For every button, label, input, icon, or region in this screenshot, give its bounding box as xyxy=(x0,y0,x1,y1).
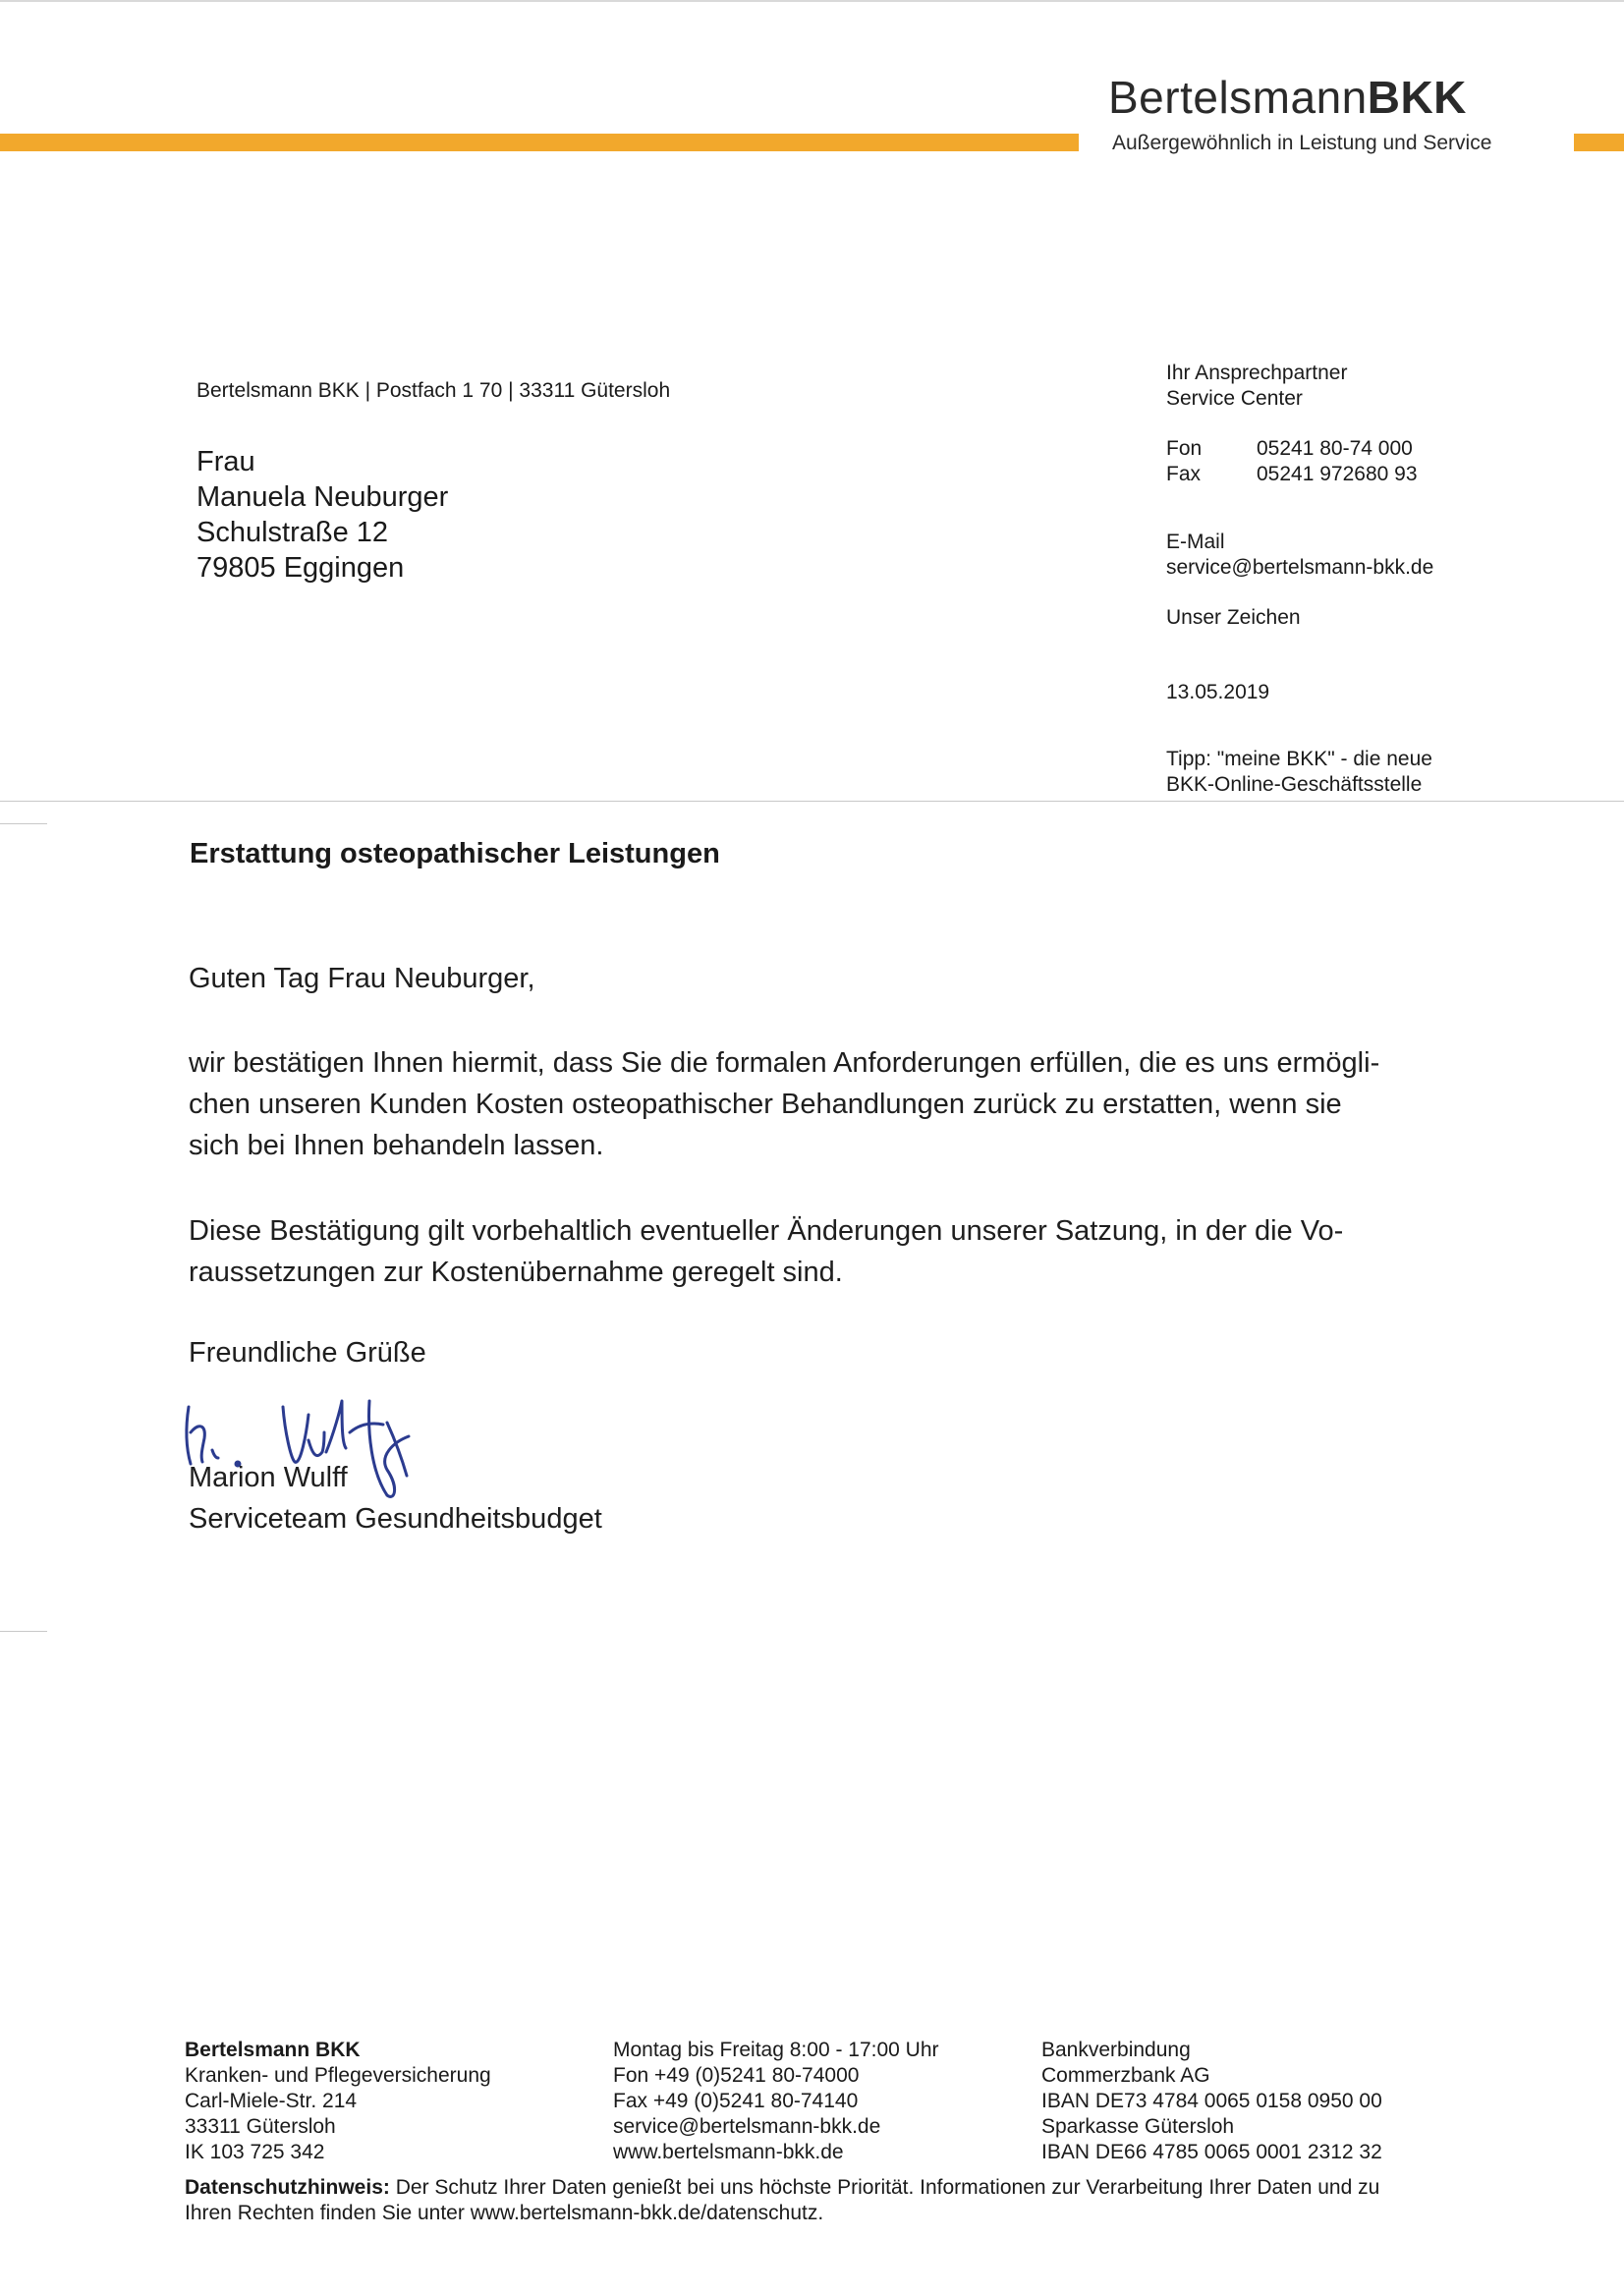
fon-label: Fon xyxy=(1166,437,1203,460)
tip-line-2: BKK-Online-Geschäftsstelle xyxy=(1166,773,1423,796)
footer-company-line: Kranken- und Pflegeversicherung xyxy=(185,2064,491,2087)
footer-company-line: Carl-Miele-Str. 214 xyxy=(185,2090,358,2112)
signature-stroke xyxy=(308,1432,324,1456)
fax-label: Fax xyxy=(1166,463,1202,485)
signature-stroke xyxy=(283,1407,308,1462)
fax-value: 05241 972680 93 xyxy=(1257,463,1418,485)
footer-hours: Montag bis Freitag 8:00 - 17:00 Uhr xyxy=(613,2039,939,2061)
contact-block xyxy=(1166,361,1347,412)
fon-value: 05241 80-74 000 xyxy=(1257,437,1413,460)
reference-label: Unser Zeichen xyxy=(1166,606,1301,629)
contact-label: Ihr Ansprechpartner xyxy=(1166,362,1348,384)
footer-bank-line: IBAN DE73 4784 0065 0158 0950 00 xyxy=(1041,2090,1382,2112)
footer-company-title: Bertelsmann BKK xyxy=(185,2039,361,2061)
footer-bank xyxy=(1041,2038,1382,2165)
letter-subject: Erstattung osteopathischer Leistungen xyxy=(190,838,720,869)
signer-name: Marion Wulff xyxy=(189,1462,348,1493)
signature-stroke xyxy=(350,1424,383,1432)
privacy-text-2: Ihren Rechten finden Sie unter www.bertelsmann-bkk.de/datenschutz. xyxy=(185,2202,824,2224)
sender-return-address: Bertelsmann BKK | Postfach 1 70 | 33311 Gütersloh xyxy=(196,379,671,402)
contact-value: Service Center xyxy=(1166,387,1303,410)
letter-paragraph-2 xyxy=(189,1210,1343,1293)
footer-phone: Fon +49 (0)5241 80-74000 xyxy=(613,2064,860,2087)
privacy-label: Datenschutzhinweis: xyxy=(185,2176,390,2199)
footer-bank-line: IBAN DE66 4785 0065 0001 2312 32 xyxy=(1041,2141,1382,2163)
paragraph-2-line: Diese Bestätigung gilt vorbehaltlich eventueller Änderungen unserer Satzung, in der die Vo- xyxy=(189,1215,1344,1247)
fold-mark-middle xyxy=(0,1631,47,1632)
signature-stroke xyxy=(326,1401,346,1452)
scan-top-edge xyxy=(0,0,1624,2)
letter-date: 13.05.2019 xyxy=(1166,681,1270,703)
recipient-street: Schulstraße 12 xyxy=(196,517,389,548)
footer-company-line: IK 103 725 342 xyxy=(185,2141,325,2163)
letter-greeting xyxy=(189,958,535,999)
footer-contact xyxy=(613,2038,939,2165)
fold-mark-top xyxy=(0,823,47,824)
signer-team: Serviceteam Gesundheitsbudget xyxy=(189,1503,602,1535)
date-block xyxy=(1166,680,1269,705)
recipient-address xyxy=(196,444,448,586)
reference-block xyxy=(1166,605,1301,631)
tip-block xyxy=(1166,747,1432,798)
recipient-salutation: Frau xyxy=(196,446,255,477)
footer-company xyxy=(185,2038,491,2165)
footer-website: www.bertelsmann-bkk.de xyxy=(613,2141,844,2163)
closing-text: Freundliche Grüße xyxy=(189,1337,426,1369)
brand-bar-left xyxy=(0,134,1079,151)
email-block xyxy=(1166,530,1433,581)
signature-stroke xyxy=(187,1407,191,1464)
recipient-city: 79805 Eggingen xyxy=(196,552,405,584)
fold-separator xyxy=(0,801,1624,802)
recipient-name: Manuela Neuburger xyxy=(196,481,449,513)
email-value: service@bertelsmann-bkk.de xyxy=(1166,556,1434,579)
phone-block xyxy=(1166,436,1418,487)
footer-fax: Fax +49 (0)5241 80-74140 xyxy=(613,2090,859,2112)
brand-logo xyxy=(1108,71,1467,124)
footer-bank-label: Bankverbindung xyxy=(1041,2039,1191,2061)
footer-email: service@bertelsmann-bkk.de xyxy=(613,2115,881,2138)
email-label: E-Mail xyxy=(1166,531,1225,553)
brand-name-regular: Bertelsmann xyxy=(1108,72,1368,123)
brand-tagline: Außergewöhnlich in Leistung und Service xyxy=(1112,132,1492,154)
letter-closing xyxy=(189,1332,426,1373)
brand-bar-right xyxy=(1574,134,1624,151)
privacy-text-1: Der Schutz Ihrer Daten genießt bei uns höchste Priorität. Informationen zur Verarbeitung Ihrer Daten und zu xyxy=(395,2176,1380,2199)
footer-company-line: 33311 Gütersloh xyxy=(185,2115,336,2138)
letter-paragraph-1 xyxy=(189,1042,1379,1166)
signer-block xyxy=(189,1457,602,1539)
greeting-text: Guten Tag Frau Neuburger, xyxy=(189,963,535,994)
paragraph-1-line: chen unseren Kunden Kosten osteopathischer Behandlungen zurück zu erstatten, wenn sie xyxy=(189,1089,1342,1120)
footer-bank-line: Commerzbank AG xyxy=(1041,2064,1210,2087)
footer-bank-line: Sparkasse Gütersloh xyxy=(1041,2115,1235,2138)
paragraph-1-line: wir bestätigen Ihnen hiermit, dass Sie die formalen Anforderungen erfüllen, die es uns ermögli- xyxy=(189,1047,1380,1079)
brand-name-bold: BKK xyxy=(1367,72,1467,123)
paragraph-1-line: sich bei Ihnen behandeln lassen. xyxy=(189,1130,604,1161)
paragraph-2-line: raussetzungen zur Kostenübernahme geregelt sind. xyxy=(189,1257,843,1288)
privacy-notice xyxy=(185,2175,1379,2226)
tip-line-1: Tipp: "meine BKK" - die neue xyxy=(1166,748,1432,770)
